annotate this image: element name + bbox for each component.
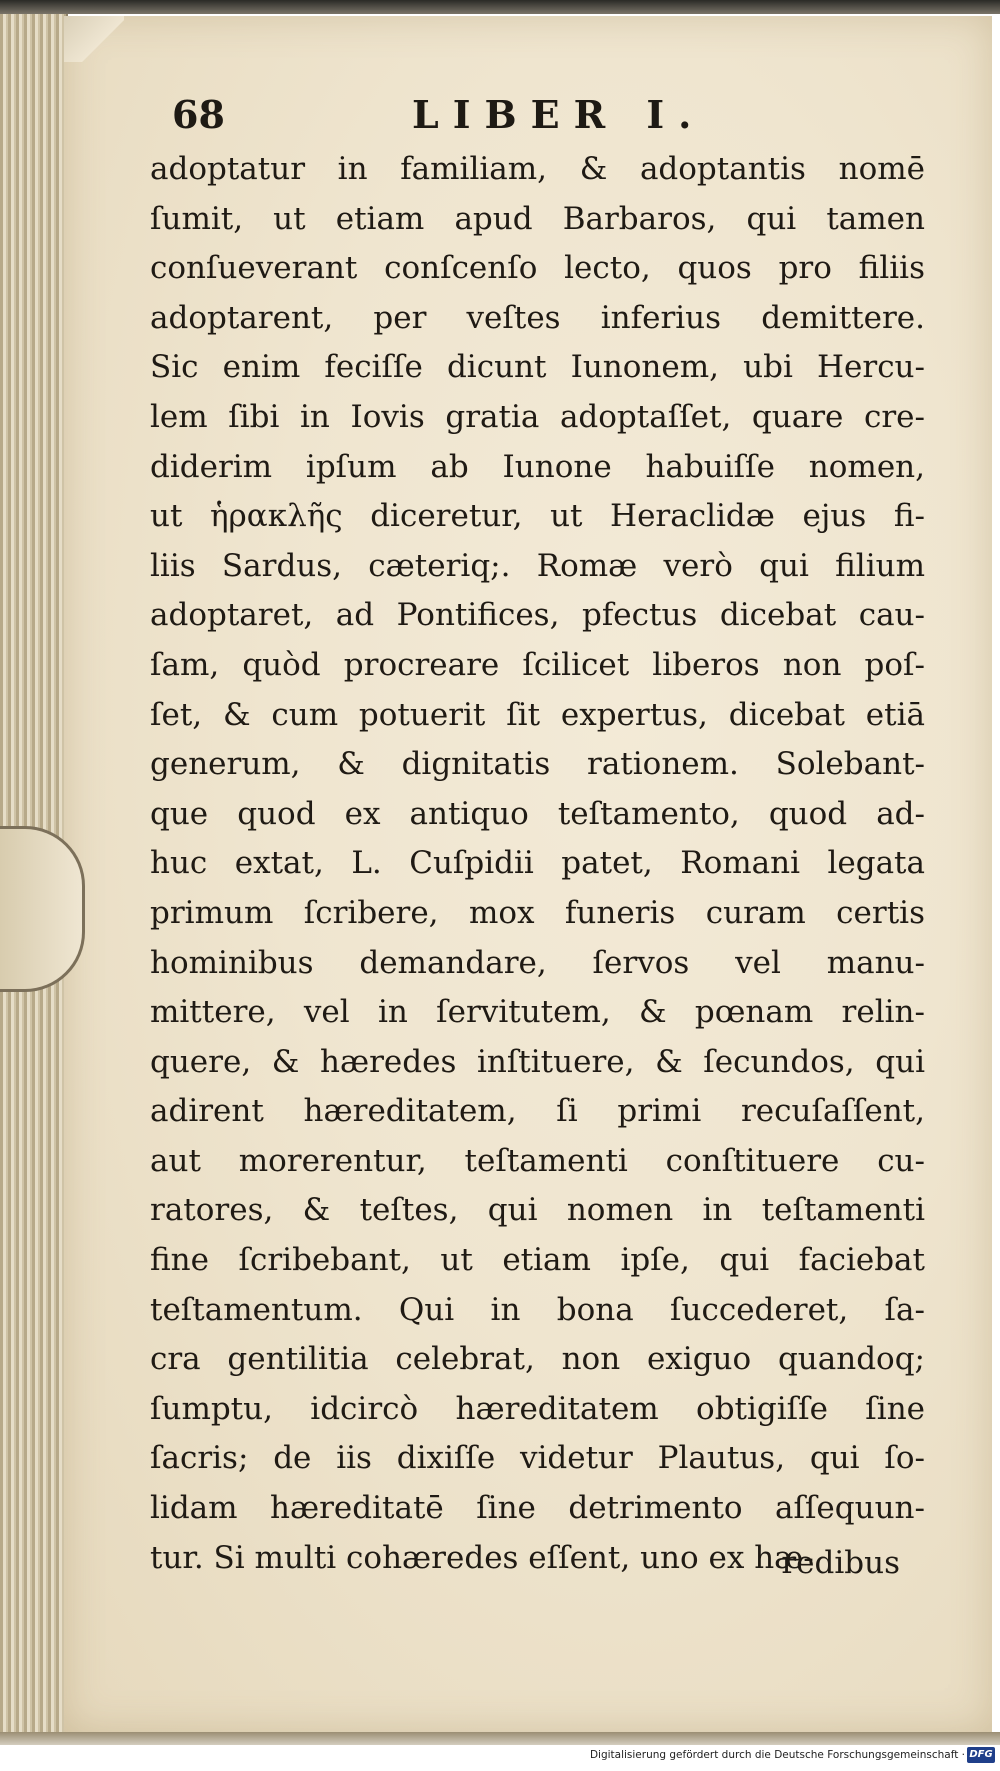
text-line: aut morerentur, teſtamenti conſtituere cu- (150, 1142, 925, 1179)
scan-bottom-edge (0, 1732, 1000, 1745)
text-line: mittere, vel in ſervitutem, & pœnam relin- (150, 994, 925, 1031)
text-line: primum ſcribere, mox funeris curam certis (150, 894, 925, 931)
text-line: teſtamentum. Qui in bona ſuccederet, ſa- (150, 1291, 925, 1328)
text-line: hominibus demandare, ſervos vel manu- (150, 944, 925, 981)
text-line: ſumit, ut etiam apud Barbaros, qui tamen (150, 200, 925, 237)
text-line: adoptaret, ad Pontifices, pfectus dicebat cau- (150, 597, 925, 634)
running-head (172, 92, 812, 142)
dfg-logo[interactable]: DFG (967, 1747, 995, 1763)
digitization-credit: Digitalisierung gefördert durch die Deutsche Forschungsgemeinschaft · (589, 1749, 965, 1761)
text-line: quere, & hæredes inſtituere, & ſecundos, qui (150, 1043, 925, 1080)
text-line: adoptatur in familiam, & adoptantis nomē (150, 151, 925, 187)
text-line: ſumptu, idcircò hæreditatem obtigiſſe ſine (150, 1390, 925, 1427)
text-line: conſueverant conſcenſo lecto, quos pro filiis (150, 250, 925, 287)
catchword: redibus (781, 1545, 900, 1581)
text-line: diderim ipſum ab Iunone habuiſſe nomen, (150, 448, 925, 485)
text-line: Sic enim feciſſe dicunt Iunonem, ubi Hercu- (150, 349, 925, 386)
text-line: cra gentilitia celebrat, non exiguo quandoq; (150, 1341, 925, 1378)
clasp-tab (0, 826, 85, 992)
text-line: ſam, quòd procreare ſcilicet liberos non poſ- (150, 646, 925, 683)
text-line: generum, & dignitatis rationem. Solebant- (150, 746, 925, 783)
text-line: adoptarent, per veſtes inferius demittere. (150, 299, 925, 336)
running-title: LIBER I. (412, 92, 706, 137)
text-line: que quod ex antiquo teſtamento, quod ad- (150, 795, 925, 832)
body-text (150, 145, 925, 1583)
text-line: ſet, & cum potuerit ſit expertus, dicebat etiā (150, 696, 925, 733)
text-line: fine ſcribebant, ut etiam ipſe, qui faciebat (150, 1242, 925, 1279)
text-line: adirent hæreditatem, ſi primi recuſaſſent, (150, 1093, 925, 1130)
text-line: ſacris; de iis dixiſſe videtur Plautus, qui ſo- (150, 1440, 925, 1477)
text-line: liis Sardus, cæteriq;. Romæ verò qui filium (150, 547, 925, 584)
scan-top-edge (0, 0, 1000, 14)
page-corner-fold (64, 16, 124, 62)
text-line: lidam hæreditatē ſine detrimento aſſequun- (150, 1490, 925, 1527)
text-line: tur. Si multi cohæredes eſſent, uno ex hæ- (150, 1539, 814, 1576)
page-number: 68 (172, 92, 225, 137)
text-line: ratores, & teſtes, qui nomen in teſtamenti (150, 1192, 925, 1229)
text-line: ut ἡρακλῆς diceretur, ut Heraclidæ ejus fi- (150, 498, 925, 535)
text-line: lem ſibi in Iovis gratia adoptaſſet, quare cre- (150, 398, 925, 435)
text-line: huc extat, L. Cuſpidii patet, Romani legata (150, 845, 925, 882)
